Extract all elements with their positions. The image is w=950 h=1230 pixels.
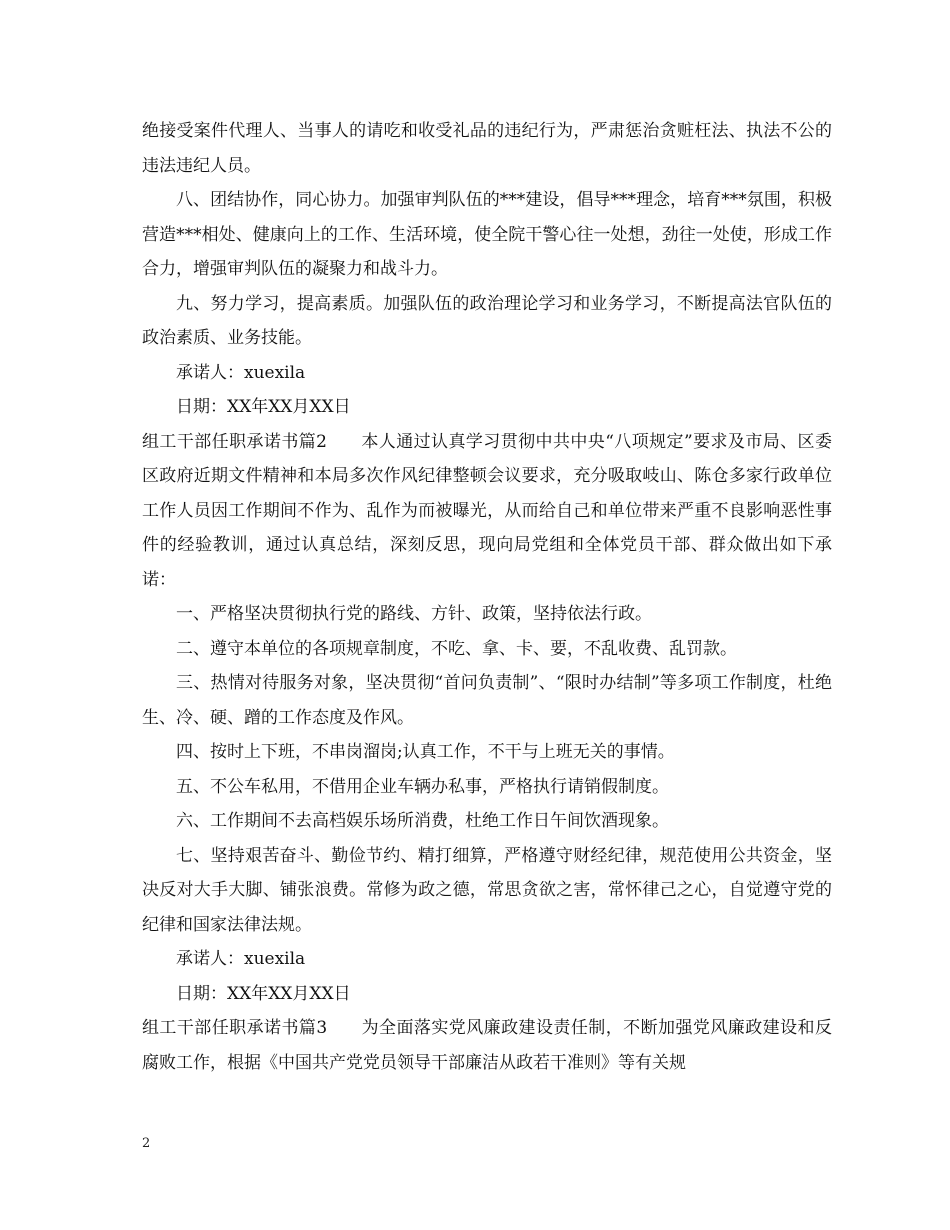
document-body [142,114,832,1080]
paragraph-item-2: 二、遵守本单位的各项规章制度，不吃、拿、卡、要，不乱收费、乱罚款。 [176,638,737,659]
signatory-line: 承诺人：xuexila [176,362,306,383]
signatory-line: 承诺人：xuexila [176,949,306,969]
paragraph-continuation: 绝接受案件代理人、当事人的请吃和收受礼品的违纪行为，严肃惩治贪赃枉法、执法不公的违法违纪人员。 [142,121,832,176]
paragraph-item-6: 六、工作期间不去高档娱乐场所消费，杜绝工作日午间饮酒现象。 [176,811,669,831]
paragraph-item-1: 一、严格坚决贯彻执行党的路线、方针、政策，坚持依法行政。 [176,604,652,624]
section-3-paragraph [142,1011,832,1080]
paragraph-item-4: 四、按时上下班，不串岗溜岗;认真工作，不干与上班无关的事情。 [176,742,675,762]
paragraph-item-3: 三、热情对待服务对象，坚决贯彻“首问负责制”、“限时办结制”等多项工作制度，杜绝生、冷、硬、蹭的工作态度及作风。 [142,673,832,728]
section-2-text: 本人通过认真学习贯彻中共中央“八项规定”要求及市局、区委区政府近期文件精神和本局多次作风纪律整顿会议要求，充分吸取岐山、陈仓多家行政单位工作人员因工作期间不作为、乱作为而被曝光，从而给自己和单位带来严重不良影响恶性事件的经验教训，通过认真总结，深刻反思，现向局党组和全体党员干部、群众做出如下承诺： [142,431,832,590]
section-3-title: 组工干部任职承诺书篇3 [142,1018,328,1038]
date-line: 日期：XX年XX月XX日 [176,983,351,1004]
section-3-text: 为全面落实党风廉政建设责任制，不断加强党风廉政建设和反腐败工作，根据《中国共产党党员领导干部廉洁从政若干准则》等有关规 [142,1018,832,1073]
paragraph-item-9: 九、努力学习，提高素质。加强队伍的政治理论学习和业务学习，不断提高法官队伍的政治素质、业务技能。 [142,293,832,348]
paragraph-item-8: 八、团结协作，同心协力。加强审判队伍的***建设，倡导***理念，培育***氛围，积极营造***相处、健康向上的工作、生活环境，使全院干警心往一处想，劲往一处使，形成工作合力，增强审判队伍的凝聚力和战斗力。 [142,190,832,279]
section-2-title: 组工干部任职承诺书篇2 [142,431,327,452]
page-number: 2 [142,1136,151,1151]
section-2-paragraph [142,425,832,598]
paragraph-item-7: 七、坚持艰苦奋斗、勤俭节约、精打细算，严格遵守财经纪律，规范使用公共资金，坚决反对大手大脚、铺张浪费。常修为政之德，常思贪欲之害，常怀律己之心，自觉遵守党的纪律和国家法律法规。 [142,845,832,935]
date-line: 日期：XX年XX月XX日 [176,397,351,417]
paragraph-item-5: 五、不公车私用，不借用企业车辆办私事，严格执行请销假制度。 [176,776,669,797]
